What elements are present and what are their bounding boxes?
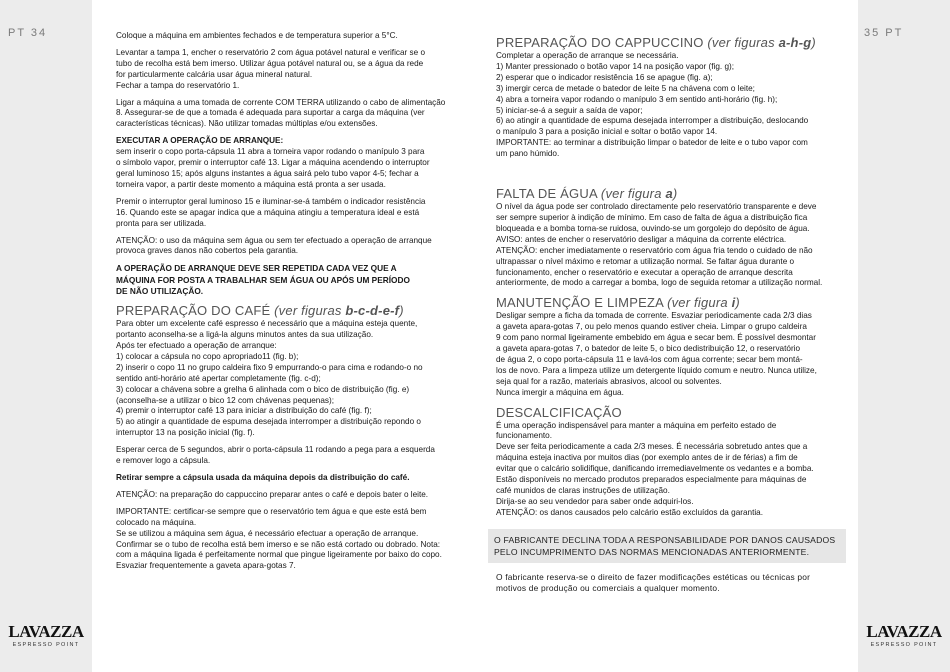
text-line: funcionamento, encher o reservatório e executar a operação de arranque descrita [496, 267, 793, 277]
section-heading [496, 405, 838, 420]
paragraph [496, 51, 838, 160]
text-line: ultrapassar o nível máximo e retomar a utilização normal. Se faltar água durante o [496, 256, 795, 266]
figure-letters: a-h-g [778, 35, 812, 50]
heading-title: FALTA DE ÁGUA [496, 186, 598, 202]
figure-reference: (ver figuras [274, 303, 346, 319]
text-line: DE NÃO UTILIZAÇÃO. [116, 285, 204, 296]
section-heading [496, 186, 838, 201]
paragraph [496, 421, 838, 519]
spacer [496, 166, 838, 182]
text-line: o manípulo 3 para a posição inicial e soltar o botão vapor 14. [496, 127, 718, 137]
lavazza-logo-right [864, 623, 944, 649]
figure-reference-close: ) [811, 35, 816, 50]
paragraph [116, 98, 456, 131]
text-line: 3) imergir cerca de metade o batedor de leite 5 na chávena com o leite; [496, 83, 755, 93]
text-line: Desligar sempre a ficha da tomada de corrente. Esvaziar periodicamente cada 2/3 dias [496, 311, 812, 321]
section-heading [116, 303, 456, 318]
figure-reference: (ver figura [600, 186, 666, 202]
figure-letters: b-c-d-e-f [345, 303, 400, 319]
paragraph [116, 319, 456, 439]
text-line: seja qual for a razão, materiais abrasivos, alcool ou solventes. [496, 376, 722, 386]
text-line: 3) colocar a chávena sobre a grelha 6 alinhada com o bico de distribuição (fig. e) [116, 384, 410, 394]
text-line: ser sempre superior à indição de mínimo. Em caso de falta de água a distribuição fica [496, 212, 808, 222]
text-line: 5) ao atingir a quantidade de espuma desejada interromper a distribuição repondo o [116, 417, 421, 427]
text-line: provoca graves danos não cobertos pela garantia. [116, 246, 299, 256]
text-line: o símbolo vapor, premir o interruptor café 13. Ligar a máquina acendendo o interruptor [116, 158, 430, 168]
figure-reference: (ver figura [667, 295, 732, 311]
heading-title: DESCALCIFICAÇÃO [496, 404, 622, 420]
logo-subtitle: ESPRESSO POINT [870, 642, 938, 648]
text-line: anteriormente, de modo a carregar a bomba, logo de seguida retomar a utilização normal. [496, 278, 823, 288]
paragraph [116, 236, 456, 258]
heading-title: PREPARAÇÃO DO CAPPUCCINO [496, 35, 704, 50]
section-heading [496, 35, 838, 50]
warning-caps-paragraph [116, 263, 456, 297]
text-line: sem inserir o copo porta-cápsula 11 abra a torneira vapor rodando o manípulo 3 para [116, 147, 425, 157]
text-line: e remover logo a cápsula. [116, 456, 211, 466]
text-line: a gaveta apara-gotas 7, ou pelo menos quando estiver cheia. Limpar o grupo caldeira [496, 322, 807, 332]
text-line: 6) ao atingir a quantidade de espuma desejada interromper a distribuição, deslocando [496, 116, 809, 126]
figure-reference-close: ) [672, 186, 678, 202]
section-heading [496, 295, 838, 310]
figure-letters: i [731, 295, 736, 311]
text-line: funcionamento. [496, 431, 552, 441]
text-line: 2) inserir o copo 11 no grupo caldeira fixo 9 empurrando-o para cima e rodando-o no [116, 362, 423, 372]
text-line: Confirmar se o tubo de recolha está bem imerso e se não está cortado ou dobrado. Nota: [116, 539, 441, 549]
text-line: Coloque a máquina em ambientes fechados e de temperatura superior a 5°C. [116, 31, 398, 40]
figure-letters: a [665, 186, 673, 202]
right-page-column [496, 31, 838, 601]
text-line: bloqueada e a bomba torna-se ruidosa, ouvindo-se um gorgolejo do depósito de água. [496, 223, 810, 233]
text-line: 9 com pano normal ligeiramente embebido em água e secar bem. É possível desmontar [496, 333, 816, 343]
text-line: máquina esteja inactiva por muitos dias (por exemplo antes de ir de férias) a fim de [496, 453, 798, 463]
text-line: O nível da água pode ser controlado directamente pelo reservatório transparente e deve [496, 202, 817, 212]
text-line: sentido anti-horário até apertar completamente (fig. c-d); [116, 373, 321, 383]
paragraph [116, 507, 456, 572]
paragraph [116, 48, 456, 92]
manufacturer-note [496, 572, 838, 595]
figure-reference: (ver figuras [707, 35, 779, 50]
text-line: 1) colocar a cápsula no copo apropriado11 (fig. b); [116, 351, 299, 361]
paragraph [116, 31, 456, 42]
text-line: torneira vapor, a partir deste momento a máquina está pronta a ser usada. [116, 179, 386, 189]
paragraph [116, 473, 456, 484]
paragraph [116, 197, 456, 230]
text-line: de água 2, o copo porta-cápsula 11 e lavá-los com água corrente; secar bem montá- [496, 354, 803, 364]
text-line: É uma operação indispensável para manter a máquina em perfeito estado de [496, 420, 777, 430]
text-line: 2) esperar que o indicador resistência 16 se apague (fig. a); [496, 72, 713, 82]
text-line: características técnicas). Não utilizar tomadas múltiplas e/ou extensões. [116, 119, 378, 129]
figure-reference-close: ) [735, 295, 740, 311]
heading-title: MANUTENÇÃO E LIMPEZA [496, 295, 664, 311]
text-line: MÁQUINA FOR POSTA A TRABALHAR SEM ÁGUA OU APÓS UM PERÍODO [116, 274, 410, 285]
text-line: um pano húmido. [496, 149, 560, 159]
text-line: 1) Manter pressionado o botão vapor 14 na posição vapor (fig. g); [496, 61, 735, 71]
text-line: Ligar a máquina a uma tomada de corrente COM TERRA utilizando o cabo de alimentação [116, 97, 446, 107]
text-line: Retirar sempre a cápsula usada da máquina depois da distribuição do café. [116, 472, 410, 482]
right-margin-strip [858, 0, 950, 672]
paragraph [116, 490, 456, 501]
text-line: Completar a operação de arranque se necessária. [496, 51, 679, 60]
text-line: ATENÇÃO: os danos causados pelo calcário estão excluídos da garantia. [496, 507, 764, 517]
text-line: AVISO: antes de encher o reservatório desligar a máquina da corrente eléctrica. [496, 234, 787, 244]
text-line: ATENÇÃO: na preparação do cappuccino preparar antes o café e depois bater o leite. [116, 489, 429, 499]
text-line: los de novo. Para a limpeza utilize um detergente líquido comum e neutro. Nunca utilize, [496, 365, 817, 375]
text-line: motivos de produção ou comerciais a qualquer momento. [496, 583, 720, 594]
text-line: a gaveta apara-gotas 7, o batedor de leite 5, o bico dedistribuição 12, o reservatório [496, 344, 801, 354]
text-line: Fechar a tampa do reservatório 1. [116, 80, 240, 90]
text-line: portanto aconselha-se a ligá-la alguns minutos antes da sua utilização. [116, 330, 374, 340]
text-line: Após ter efectuado a operação de arranque: [116, 341, 277, 351]
text-line: PELO INCUMPRIMENTO DAS NORMAS MENCIONADAS ANTERIORMENTE. [494, 546, 810, 557]
paragraph [496, 202, 838, 289]
paragraph [116, 445, 456, 467]
logo-word: LAVAZZA [8, 622, 84, 641]
text-line: com a máquina ligada é perfeitamente normal que pingue ligeiramente por baixo do copo. [116, 550, 442, 560]
text-line: Se se utilizou a máquina sem água, é necessário efectuar a operação de arranque. [116, 528, 419, 538]
page-number-left: PT 34 [8, 27, 48, 39]
text-line: evitar que o calcário solidifique, danificando irremediavelmente os vedantes e a bomba. [496, 464, 814, 474]
text-line: Para obter um excelente café espresso é necessário que a máquina esteja quente, [116, 319, 418, 329]
text-line: geral luminoso 15; após alguns instantes a água sairá pelo tubo vapor 4-5; fechar a [116, 168, 419, 178]
text-line: Dirija-se ao seu vendedor para saber onde adquiri-los. [496, 496, 694, 506]
text-line: IMPORTANTE: ao terminar a distribuição limpar o batedor de leite e o tubo vapor com [496, 138, 808, 148]
text-line: Levantar a tampa 1, encher o reservatório 2 com água potável natural e verificar se o [116, 47, 426, 57]
text-line: 8. Assegurar-se de que a tomada é adequada para suportar a carga da máquina (ver [116, 108, 425, 118]
text-line: colocado na máquina. [116, 517, 197, 527]
text-line: O fabricante reserva-se o direito de fazer modificações estéticas ou técnicas por [496, 571, 811, 582]
left-page-column [116, 31, 456, 578]
figure-reference-close: ) [399, 303, 404, 319]
text-line: 4) abra a torneira vapor rodando o manípulo 3 em sentido anti-horário (fig. h); [496, 94, 778, 104]
text-line: interruptor 13 na posição inicial (fig. f). [116, 428, 255, 438]
text-line: 4) premir o interruptor café 13 para iniciar a distribuição do café (fig. f); [116, 406, 372, 416]
text-line: A OPERAÇÃO DE ARRANQUE DEVE SER REPETIDA CADA VEZ QUE A [116, 263, 397, 274]
text-line: for particularmente calcária usar água mineral natural. [116, 69, 313, 79]
text-line: Deve ser feita periodicamente a cada 2/3 meses. É necessária sobretudo antes que a [496, 442, 808, 452]
page-number-right: 35 PT [864, 27, 904, 39]
logo-subtitle: ESPRESSO POINT [12, 642, 80, 648]
text-line: Nunca imergir a máquina em água. [496, 387, 624, 397]
text-line: O FABRICANTE DECLINA TODA A RESPONSABILIDADE POR DANOS CAUSADOS [494, 534, 836, 545]
heading-title: PREPARAÇÃO DO CAFÉ [116, 303, 271, 319]
liability-notice [488, 529, 846, 563]
text-line: IMPORTANTE: certificar-se sempre que o reservatório tem água e que este está bem [116, 506, 427, 516]
text-line: Estão disponíveis no mercado produtos preparados especialmente para máquinas de [496, 475, 807, 485]
text-line: 5) iniciar-se-á a seguir a saída de vapor; [496, 105, 643, 115]
text-line: ATENÇÃO: o uso da máquina sem água ou sem ter efectuado a operação de arranque [116, 235, 432, 245]
text-line: café munidos de claras instruções de utilização. [496, 486, 670, 495]
text-line: pronta para ser utilizada. [116, 218, 207, 228]
text-line: ATENÇÃO: encher imediatamente o reservatório com água fria tendo o cuidado de não [496, 245, 813, 255]
left-margin-strip [0, 0, 92, 672]
text-line: Esvaziar frequentemente a gaveta apara-gotas 7. [116, 561, 296, 571]
paragraph [116, 136, 456, 191]
lavazza-logo-left [6, 623, 86, 649]
paragraph [496, 311, 838, 398]
text-line: Premir o interruptor geral luminoso 15 e iluminar-se-á também o indicador resistência [116, 196, 426, 206]
text-line: 16. Quando este se apagar indica que a máquina atingiu a temperatura ideal e está [116, 207, 420, 217]
text-line: tubo de recolha está bem imerso. Utilizar água potável natural ou, se a água da rede [116, 58, 424, 68]
text-line: (aconselha-se a utilizar o bico 12 com chávenas pequenas); [116, 395, 335, 405]
logo-word: LAVAZZA [866, 622, 942, 641]
paragraph-heading: EXECUTAR A OPERAÇÃO DE ARRANQUE: [116, 136, 284, 146]
text-line: Esperar cerca de 5 segundos, abrir o porta-cápsula 11 rodando a pega para a esquerda [116, 445, 435, 455]
